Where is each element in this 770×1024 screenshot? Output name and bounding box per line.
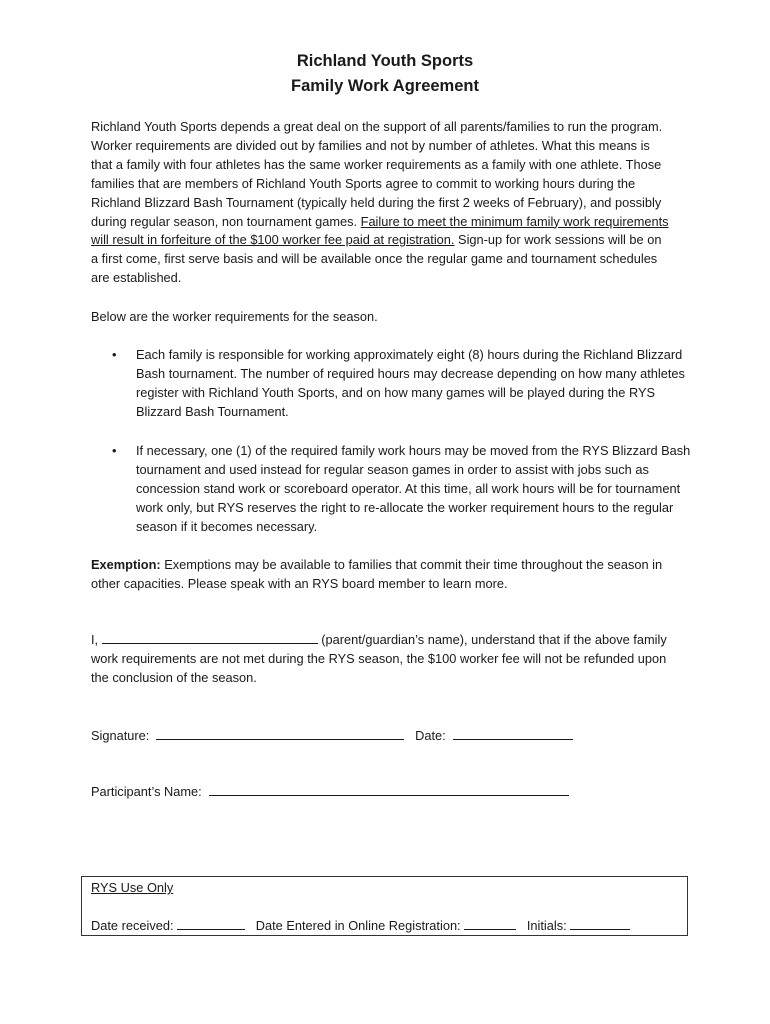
document-title: Richland Youth Sports bbox=[296, 52, 474, 70]
date-entered-field[interactable] bbox=[464, 917, 516, 930]
intro-closing-text: Sign-up for work sessions will be on a first come, first serve basis and will be available once the regular game and tournament schedules are established. bbox=[91, 232, 662, 286]
date-label: Date: bbox=[415, 728, 446, 743]
office-use-title: RYS Use Only bbox=[91, 880, 174, 895]
date-received-field[interactable] bbox=[177, 917, 245, 930]
office-use-box bbox=[81, 876, 688, 936]
participant-row bbox=[91, 783, 569, 801]
signature-field[interactable] bbox=[156, 727, 404, 740]
initials-label: Initials: bbox=[526, 918, 567, 933]
initials-field[interactable] bbox=[570, 917, 630, 930]
exemption-text: Exemptions may be available to families that commit their time throughout the season in other capacities. Please speak with an RYS board member to learn more. bbox=[91, 557, 663, 591]
requirement-item-2: If necessary, one (1) of the required family work hours may be moved from the RYS Blizzard Bash tournament and used instead for regular season games in order to assist with jobs such as concession stand work or scoreboard operator. At this time, all work hours will be for tournament work only, but RYS reserves the right to re-allocate the worker requirement hours to the regular season if it becomes necessary. bbox=[136, 443, 691, 534]
intro-paragraph bbox=[91, 118, 671, 288]
guardian-name-field[interactable] bbox=[102, 631, 318, 644]
acknowledgement-paragraph bbox=[91, 631, 671, 688]
exemption-paragraph bbox=[91, 556, 671, 594]
exemption-label: Exemption: bbox=[91, 557, 161, 572]
signature-row bbox=[91, 727, 573, 745]
date-received-label: Date received: bbox=[91, 918, 174, 933]
participant-name-field[interactable] bbox=[209, 783, 569, 796]
ack-suffix: (parent/guardian’s name), understand that if the above family work requirements are not met during the RYS season, the $100 worker fee will not be refunded upon the conclusion of the season. bbox=[91, 632, 667, 685]
ack-prefix: I, bbox=[91, 632, 102, 647]
signature-label: Signature: bbox=[91, 728, 150, 743]
date-field[interactable] bbox=[453, 727, 573, 740]
bullet-marker: • bbox=[112, 443, 117, 458]
office-use-fields bbox=[91, 917, 630, 933]
document-subtitle: Family Work Agreement bbox=[291, 77, 479, 95]
bullet-marker: • bbox=[112, 347, 117, 362]
participant-label: Participant’s Name: bbox=[91, 784, 202, 799]
intro-underlined-text: Failure to meet the minimum family work requirements will result in forfeiture of the $100 worker fee paid at registration. bbox=[91, 213, 669, 248]
requirements-intro: Below are the worker requirements for the season. bbox=[91, 309, 378, 324]
date-entered-label: Date Entered in Online Registration: bbox=[255, 918, 461, 933]
intro-text: Richland Youth Sports depends a great deal on the support of all parents/families to run the program. Worker requirements are divided out by families and not by number of athletes. What this means is that a family with four athletes has the same worker requirements as a family with one athlete. Those families that are members of Richland Youth Sports agree to commit to working hours during the Richland Blizzard Bash Tournament (typically held during the first 2 weeks of February), and possibly during regular season, non tournament games. bbox=[91, 119, 663, 229]
requirement-item-1: Each family is responsible for working approximately eight (8) hours during the Richland Blizzard Bash tournament. The number of required hours may decrease depending on how many athletes register with Richland Youth Sports, and on how many games will be played during the RYS Blizzard Bash Tournament. bbox=[136, 347, 685, 419]
